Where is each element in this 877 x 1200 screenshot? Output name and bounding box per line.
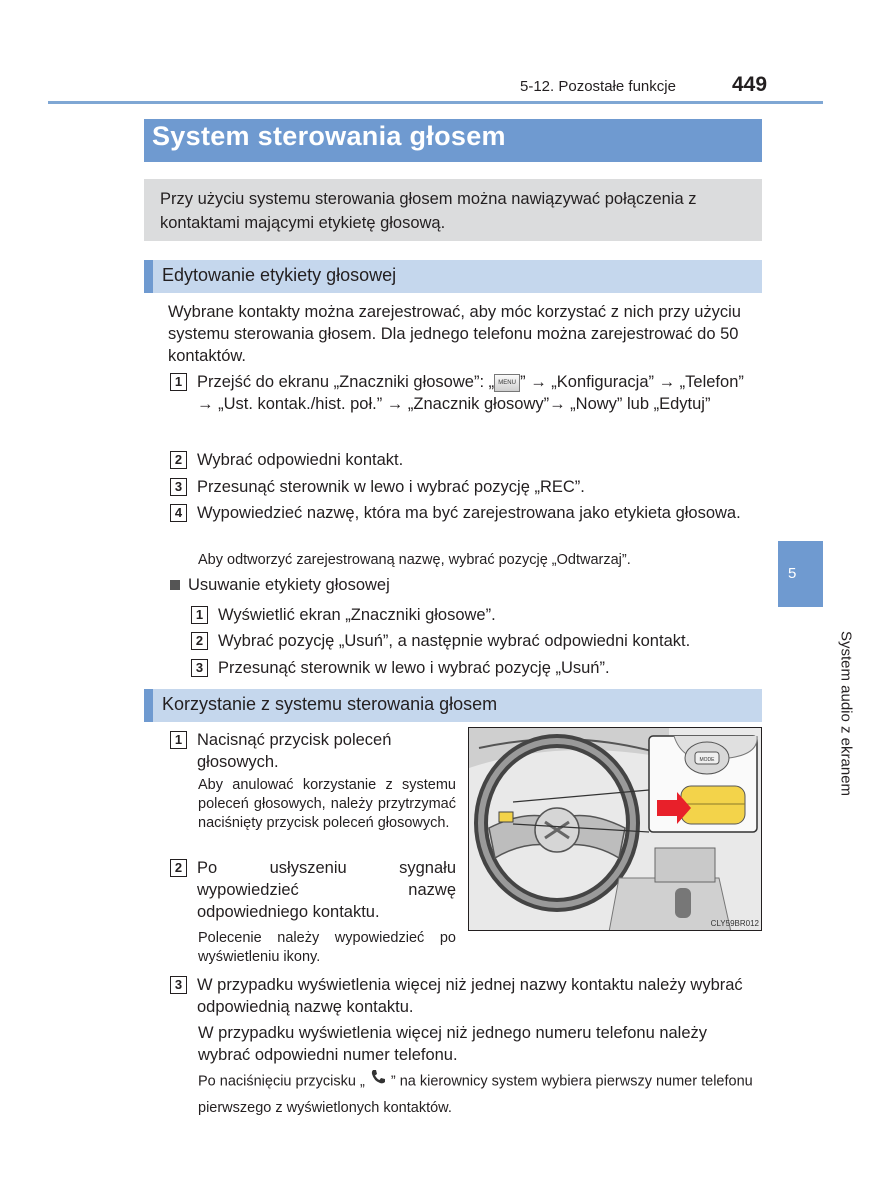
- note2-text-b: ” na kierownicy system wybiera pierwszy numer telefonu pierwszego z wyświetlonych kontaktów.: [198, 1073, 753, 1116]
- note2-text-a: Po naciśnięciu przycisku „: [198, 1073, 369, 1090]
- section1-step1: [197, 371, 762, 415]
- section1-step4-note: Aby odtworzyć zarejestrowaną nazwę, wybrać pozycję „Odtwarzaj”.: [198, 552, 631, 568]
- figure-code: CLY59BR012: [710, 919, 759, 928]
- step-number: 4: [170, 504, 187, 522]
- delete-label-heading: Usuwanie etykiety głosowej: [188, 576, 390, 594]
- delete-step3: Przesunąć sterownik w lewo i wybrać pozycję „Usuń”.: [218, 659, 610, 677]
- section1-paragraph: Wybrane kontakty można zarejestrować, aby móc korzystać z nich przy użyciu systemu sterowania głosem. Dla jednego telefonu można zarejestrować do 50 kontaktów.: [168, 303, 741, 365]
- page-number: 449: [732, 73, 768, 96]
- steering-wheel-illustration: [468, 727, 762, 931]
- section1-step3: Przesunąć sterownik w lewo i wybrać pozycję „REC”.: [197, 478, 585, 496]
- section2-step3-note1: W przypadku wyświetlenia więcej niż jednego numeru telefonu należy wybrać odpowiedni numer telefonu.: [198, 1024, 708, 1064]
- step-number: 2: [170, 451, 187, 469]
- running-header-section: 5-12. Pozostałe funkcje: [520, 78, 676, 95]
- chapter-label: System audio z ekranem: [837, 630, 855, 797]
- intro-text: Przy użyciu systemu sterowania głosem można nawiązywać połączenia z kontaktami mającymi etykietę głosową.: [160, 190, 697, 232]
- step1-text-a: Przejść do ekranu „Znaczniki głosowe”: „: [197, 373, 495, 391]
- delete-step1: Wyświetlić ekran „Znaczniki głosowe”.: [218, 606, 496, 624]
- section2-heading-edge: [144, 689, 153, 722]
- step-number: 1: [191, 606, 208, 624]
- delete-step2: Wybrać pozycję „Usuń”, a następnie wybrać odpowiedni kontakt.: [218, 632, 691, 650]
- section2-step1: Nacisnąć przycisk poleceń głosowych.: [197, 731, 392, 771]
- section2-step1-note: Aby anulować korzystanie z systemu poleceń głosowych, należy przytrzymać naciśnięty przycisk poleceń głosowych.: [198, 777, 456, 831]
- step-number: 3: [170, 478, 187, 496]
- mode-button-label: MODE: [699, 757, 715, 763]
- section1-step4: Wypowiedzieć nazwę, która ma być zarejestrowana jako etykieta głosowa.: [197, 504, 741, 522]
- section1-heading: Edytowanie etykiety głosowej: [162, 265, 397, 285]
- section2-step2-note: Polecenie należy wypowiedzieć po wyświetleniu ikony.: [198, 930, 456, 965]
- phone-icon: [369, 1068, 387, 1095]
- step-number: 1: [170, 731, 187, 749]
- section2-heading: Korzystanie z systemu sterowania głosem: [162, 694, 498, 714]
- section2-step2: Po usłyszeniu sygnału wypowiedzieć nazwę odpowiedniego kontaktu.: [197, 859, 456, 921]
- chapter-tab: [778, 541, 823, 607]
- steering-wheel-drawing: [469, 728, 762, 931]
- step1-text-b: ” → „Konfiguracja” → „Telefon” → „Ust. kontak./hist. poł.” → „Znacznik głosowy”→ „Nowy” lub „Edytuj”: [197, 373, 744, 413]
- step-number: 1: [170, 373, 187, 391]
- header-rule: [48, 101, 823, 104]
- chapter-number: 5: [788, 565, 797, 582]
- step-number: 3: [170, 976, 187, 994]
- section1-heading-edge: [144, 260, 153, 293]
- section1-step2: Wybrać odpowiedni kontakt.: [197, 451, 404, 469]
- step-number: 2: [191, 632, 208, 650]
- section2-step3: W przypadku wyświetlenia więcej niż jednej nazwy kontaktu należy wybrać odpowiednią nazwę kontaktu.: [197, 976, 743, 1016]
- step-number: 3: [191, 659, 208, 677]
- step-number: 2: [170, 859, 187, 877]
- bullet-square: [170, 580, 180, 590]
- menu-button-icon: MENU: [494, 374, 520, 392]
- page-title: System sterowania głosem: [152, 121, 506, 151]
- section2-step3-note2: [198, 1068, 762, 1121]
